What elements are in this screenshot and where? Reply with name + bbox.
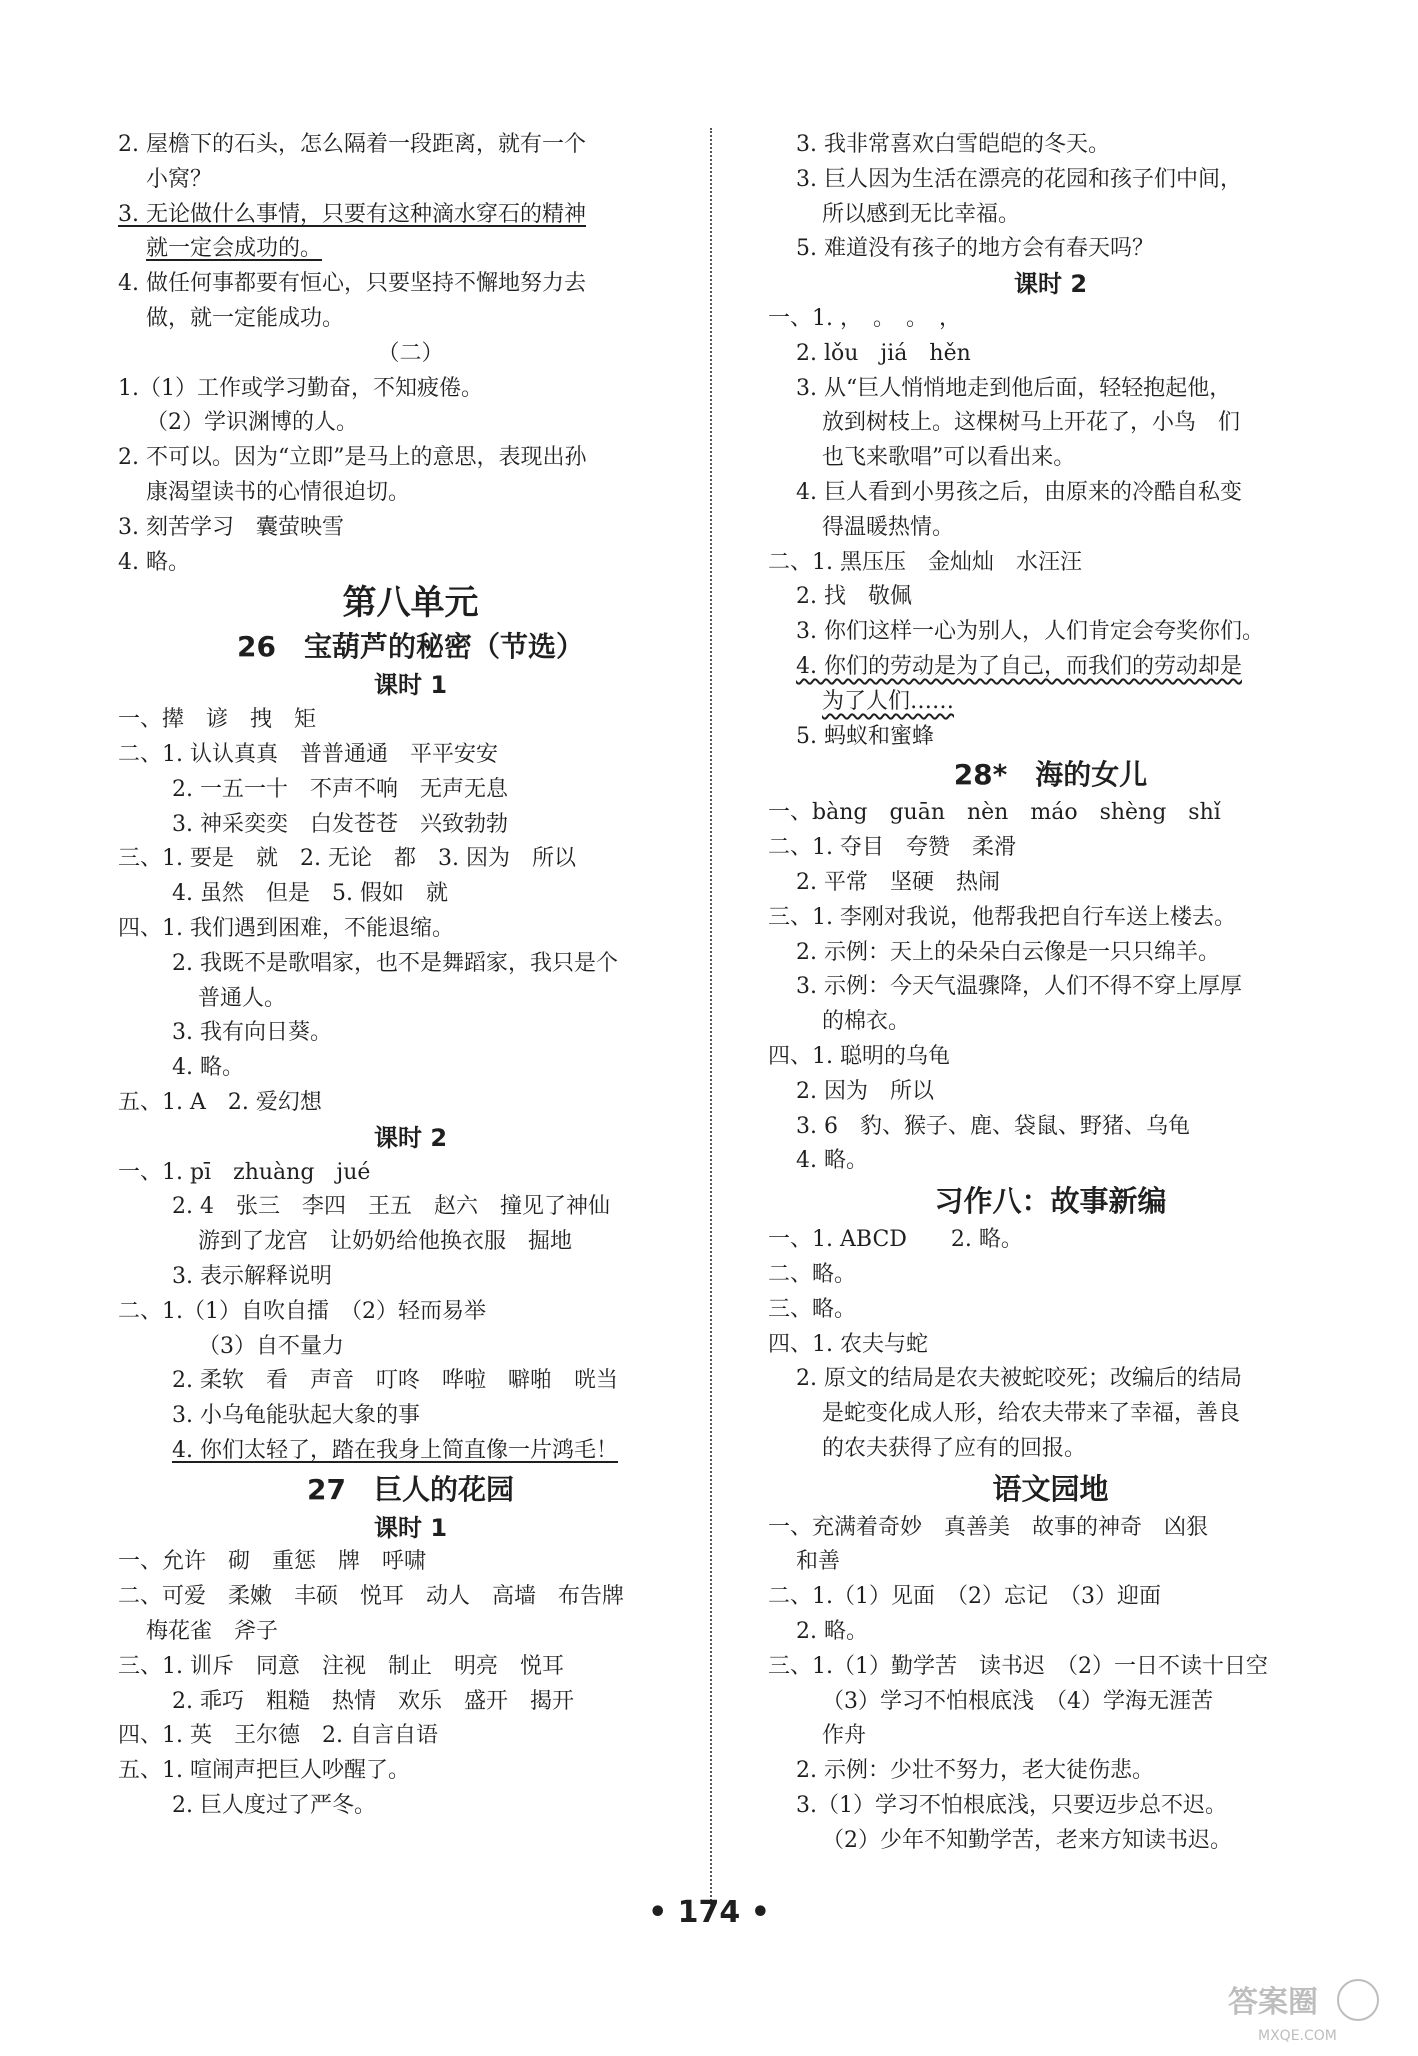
answer-line: 4. 略。	[796, 1148, 868, 1174]
chapter-heading: 26 宝葫芦的秘密（节选）	[237, 630, 584, 664]
underlined-text: 4. 你们太轻了，踏在我身上简直像一片鸿毛！	[172, 1437, 618, 1463]
answer-line: 2. 平常 坚硬 热闹	[796, 869, 1000, 895]
column-divider	[710, 128, 712, 1908]
answer-line: 一、1. ABCD 2. 略。	[768, 1227, 1023, 1253]
answer-line	[118, 198, 703, 233]
lesson-heading: 课时 2	[1013, 270, 1088, 299]
right-column	[768, 128, 1333, 1859]
answer-line: 的棉衣。	[822, 1009, 911, 1035]
answer-line	[768, 685, 1333, 720]
answer-line: 2. 示例：天上的朵朵白云像是一只只绵羊。	[796, 939, 1220, 965]
underlined-text: 为了人们……	[822, 688, 955, 714]
watermark-circle	[1338, 1980, 1378, 2020]
answer-line: 2. 因为 所以	[796, 1078, 934, 1104]
answer-line: 四、1. 农夫与蛇	[768, 1331, 928, 1357]
answer-line: 3. 巨人因为生活在漂亮的花园和孩子们中间，	[796, 166, 1242, 192]
answer-line: 五、1. 喧闹声把巨人吵醒了。	[118, 1758, 410, 1784]
answer-line: 做，就一定能成功。	[146, 305, 345, 331]
answer-line: 游到了龙宫 让奶奶给他换衣服 掘地	[198, 1229, 573, 1255]
answer-line: 一、允许 砌 重惩 牌 呼啸	[118, 1549, 427, 1575]
answer-line: 二、1. 黑压压 金灿灿 水汪汪	[768, 549, 1082, 575]
answer-line: 3. 示例：今天气温骤降，人们不得不穿上厚厚	[796, 974, 1242, 1000]
answer-line	[118, 1434, 703, 1469]
underlined-text: 4. 你们的劳动是为了自己，而我们的劳动却是	[796, 653, 1242, 679]
answer-line: 2. 略。	[796, 1619, 868, 1645]
answer-line: 3. 神采奕奕 白发苍苍 兴致勃勃	[172, 811, 508, 837]
answer-line: 5. 蚂蚁和蜜蜂	[796, 723, 934, 749]
chapter-heading: 27 巨人的花园	[307, 1472, 514, 1506]
answer-line: 2. 4 张三 李四 王五 赵六 撞见了神仙	[172, 1194, 610, 1220]
answer-line: 一、充满着奇妙 真善美 故事的神奇 凶狠	[768, 1514, 1209, 1540]
answer-line: 康渴望读书的心情很迫切。	[146, 479, 411, 505]
answer-line: （2）学识渊博的人。	[146, 410, 358, 436]
answer-line: 二、略。	[768, 1261, 857, 1287]
answer-line	[118, 232, 703, 267]
answer-line: 所以感到无比幸福。	[822, 201, 1021, 227]
answer-line: （3）学习不怕根底浅 （4）学海无涯苦	[822, 1688, 1213, 1714]
answer-line: 3. 6 豹、猴子、鹿、袋鼠、野猪、乌龟	[796, 1113, 1190, 1139]
lesson-heading: 课时 2	[373, 1123, 448, 1152]
answer-line: 2. 屋檐下的石头，怎么隔着一段距离，就有一个	[118, 132, 586, 157]
answer-line: 三、略。	[768, 1296, 857, 1322]
watermark-subtext: MXQE.COM	[1258, 2028, 1337, 2044]
answer-line: 4. 略。	[172, 1055, 244, 1081]
answer-line: 5. 难道没有孩子的地方会有春天吗？	[796, 236, 1154, 262]
answer-line: 4. 做任何事都要有恒心，只要坚持不懈地努力去	[118, 271, 586, 297]
answer-line: 三、1. 李刚对我说，他帮我把自行车送上楼去。	[768, 904, 1236, 930]
section-heading: 语文园地	[992, 1471, 1109, 1506]
lesson-heading: 课时 1	[373, 1513, 448, 1542]
answer-line: 也飞来歌唱”可以看出来。	[822, 445, 1076, 471]
answer-line: 3. 你们这样一心为别人，人们肯定会夸奖你们。	[796, 619, 1264, 645]
answer-line	[768, 650, 1333, 685]
answer-line: （3）自不量力	[198, 1333, 344, 1359]
answer-line: 2. lǒu jiá hěn	[796, 340, 971, 366]
answer-line: 4. 虽然 但是 5. 假如 就	[172, 881, 448, 907]
answer-line: 四、1. 英 王尔德 2. 自言自语	[118, 1723, 438, 1749]
watermark-logo	[1218, 1972, 1388, 2046]
page-number: • 174 •	[648, 1895, 770, 1930]
answer-line: 四、1. 聪明的乌龟	[768, 1043, 950, 1069]
answer-line: 1.（1）工作或学习勤奋，不知疲倦。	[118, 375, 483, 401]
answer-line: 二、1. 夺目 夸赞 柔滑	[768, 835, 1016, 861]
answer-line: 2. 巨人度过了严冬。	[172, 1793, 376, 1819]
answer-line: 二、1. 认认真真 普普通通 平平安安	[118, 741, 498, 767]
answer-line: 3. 从“巨人悄悄地走到他后面，轻轻抱起他，	[796, 375, 1232, 401]
answer-line: 一、1. ， 。 。 ，	[768, 305, 961, 331]
answer-line: 一、bàng guān nèn máo shèng shǐ	[768, 800, 1221, 826]
answer-line: 3. 小乌龟能驮起大象的事	[172, 1403, 420, 1429]
answer-line: 和善	[796, 1549, 841, 1575]
lesson-heading: 课时 1	[373, 671, 448, 700]
answer-line: 3. 我有向日葵。	[172, 1020, 332, 1046]
answer-line: 四、1. 我们遇到困难，不能退缩。	[118, 915, 454, 941]
answer-line: 2. 不可以。因为“立即”是马上的意思，表现出孙	[118, 445, 587, 471]
answer-line: 2. 乖巧 粗糙 热情 欢乐 盛开 揭开	[172, 1688, 574, 1714]
answer-line: 作舟	[822, 1723, 867, 1749]
answer-line: 三、1. 要是 就 2. 无论 都 3. 因为 所以	[118, 846, 576, 872]
answer-line: 2. 示例：少壮不努力，老大徒伤悲。	[796, 1758, 1154, 1784]
answer-line: 三、1.（1）勤学苦 读书迟 （2）一日不读十日空	[768, 1653, 1268, 1679]
answer-line: 一、撵 谚 拽 矩	[118, 707, 317, 733]
answer-line: 二、1.（1）见面 （2）忘记 （3）迎面	[768, 1584, 1161, 1610]
answer-line: 五、1. A 2. 爱幻想	[118, 1089, 322, 1115]
answer-line: 4. 略。	[118, 549, 190, 575]
answer-line: 小窝？	[146, 166, 213, 192]
answer-line: 三、1. 训斥 同意 注视 制止 明亮 悦耳	[118, 1653, 564, 1679]
answer-line: 4. 巨人看到小男孩之后，由原来的冷酷自私变	[796, 479, 1242, 505]
answer-line: 的农夫获得了应有的回报。	[822, 1435, 1087, 1461]
unit-heading: 第八单元	[342, 583, 479, 624]
answer-line: 得温暖热情。	[822, 514, 955, 540]
subsection-heading: （二）	[377, 340, 444, 366]
answer-line: 放到树枝上。这棵树马上开花了，小鸟 们	[822, 410, 1241, 436]
answer-line: 3. 表示解释说明	[172, 1263, 332, 1289]
answer-line: 3. 刻苦学习 囊萤映雪	[118, 514, 344, 540]
underlined-text: 就一定会成功的。	[146, 236, 323, 262]
answer-line: （2）少年不知勤学苦，老来方知读书迟。	[822, 1827, 1232, 1853]
underlined-text: 3. 无论做什么事情，只要有这种滴水穿石的精神	[118, 201, 586, 227]
answer-line: 2. 柔软 看 声音 叮咚 哗啦 噼啪 咣当	[172, 1368, 618, 1394]
section-heading: 习作八：故事新编	[934, 1184, 1167, 1219]
answer-line: 2. 一五一十 不声不响 无声无息	[172, 776, 508, 802]
answer-line: 二、1.（1）自吹自擂 （2）轻而易举	[118, 1298, 486, 1324]
answer-line: 一、1. pī zhuàng jué	[118, 1159, 371, 1185]
answer-line: 梅花雀 斧子	[146, 1619, 279, 1645]
answer-line: 二、可爱 柔嫩 丰硕 悦耳 动人 高墙 布告牌	[118, 1584, 625, 1610]
answer-line: 普通人。	[198, 985, 287, 1011]
answer-line: 3.（1）学习不怕根底浅，只要迈步总不迟。	[796, 1793, 1227, 1819]
answer-line: 2. 原文的结局是农夫被蛇咬死；改编后的结局	[796, 1366, 1242, 1392]
chapter-heading: 28* 海的女儿	[953, 758, 1148, 792]
watermark-text: 答案圈	[1228, 1985, 1318, 2020]
answer-line: 是蛇变化成人形，给农夫带来了幸福，善良	[822, 1401, 1241, 1427]
answer-line: 2. 找 敬佩	[796, 584, 912, 610]
answer-line: 2. 我既不是歌唱家，也不是舞蹈家，我只是个	[172, 950, 618, 976]
left-column	[118, 128, 703, 1824]
answer-line: 3. 我非常喜欢白雪皑皑的冬天。	[796, 132, 1110, 157]
